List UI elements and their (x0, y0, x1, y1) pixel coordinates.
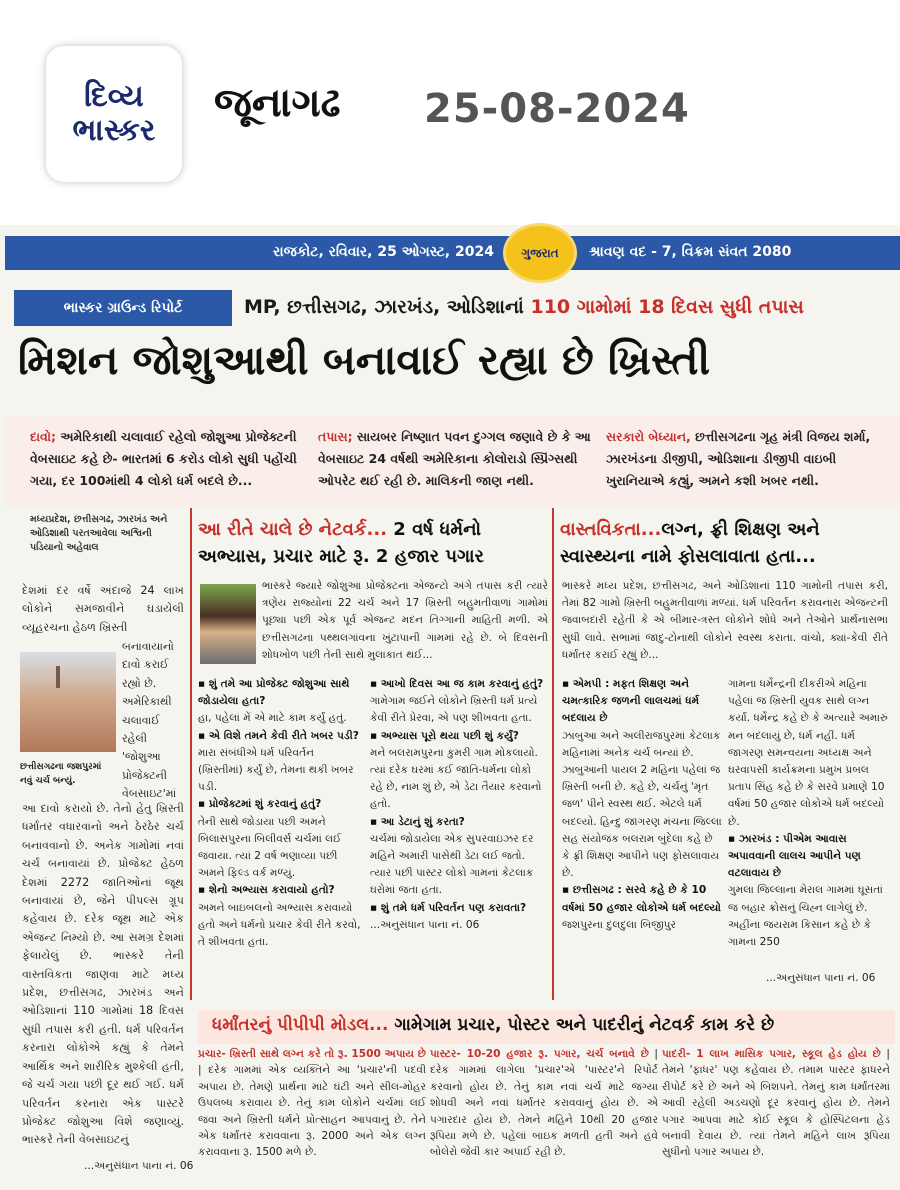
ppp-heading-red: ધર્માંતરનું પીપીપી મોડલ... (212, 1015, 389, 1035)
qa-answer: મારા સંબંધીએ ધર્મ પરિવર્તન (ખ્રિસ્તીમાં) કર્યું છે, તેમના થકી ખબર પડી. (198, 746, 354, 794)
network-heading (198, 516, 548, 570)
network-intro: ભાસ્કરે જ્યારે જોશુઆ પ્રોજેક્ટના એજન્ટો અંગે તપાસ કરી ત્યારે ત્રણેય રાજ્યોનાં 22 ચર્ચ અને 17 ખ્રિસ્તી બહુમતીવાળાં ગામોમાં પૂછ્યા પછી એક પૂર્વ એજન્ટ મદન તિગ્ગાની માહિતી મળી. એ છત્તીસગઢના પથ્થલગાંવના ખુંટાપાની ગામમાં રહે છે. બે દિવસની શોધખોળ પછી તેની સાથે મુલાકાત થઈ... (262, 580, 548, 661)
qa-answer: ...અનુસંધાન પાના નં. 06 (370, 918, 480, 931)
qa-question: ▪ અભ્યાસ પૂરો થયા પછી શું કર્યું? (370, 729, 519, 742)
network-qa-right (370, 676, 546, 934)
ppp-col-padri (662, 1046, 890, 1161)
ground-report-tag: ભાસ્કર ગ્રાઉન્ડ રિપોર્ટ (14, 290, 232, 326)
summary-investigation (318, 426, 594, 492)
qa-item (198, 728, 362, 797)
ppp-col-pastor (430, 1046, 658, 1161)
ppp-col-lead: પ્રચાર- ખ્રિસ્તી સાથે લગ્ન કરે તો રૂ. 1500 અપાય છે (198, 1048, 426, 1060)
logo-line-1: દિવ્ય (84, 79, 144, 114)
left-intro-top: દેશમાં દર વર્ષે અંદાજે 24 લાખ લોકોને સમજાવીને ઘડાયેલી વ્યૂહરચના હેઠળ ખ્રિસ્તી (22, 584, 184, 634)
state-label: ગુજરાત (521, 245, 559, 260)
reality-text: ઝાબુઆ અને અલીરાજપુરમાં કેટલાક મહિનામાં અનેક ચર્ચ બન્યાં છે. ઝાબુઆની પાયલ 2 મહિના પહેલાં જ ખ્રિસ્તી બની છે. કહે છે, ચર્ચનું 'મૃત જળ' પીને સ્વસ્થ થઈ. એટલે ધર્મ બદલ્યો. હિન્દુ જાગરણ મંચના જિલ્લા સહ સંયોજક બલરામ બુંદેલા કહે છે કે ફ્રી શિક્ષણ આપીને પણ ફોસલાવાય છે. (562, 729, 722, 880)
qa-question: ▪ આખો દિવસ આ જ કામ કરવાનું હતું? (370, 678, 544, 690)
reporter-credit: મધ્યપ્રદેશ, છત્તીસગઢ, ઝારખંડ અને ઓડિશાથી પરતઆવેલા અશ્વિની પડિયાનો અહેવાલ (30, 514, 168, 553)
left-continued: ...અનુસંધાન પાના નં. 06 (84, 1160, 194, 1172)
kicker-part-2: 110 ગામોમાં 18 દિવસ સુધી તપાસ (530, 296, 804, 318)
qa-question: ▪ શું તમે આ પ્રોજેક્ટ જોશુઆ સાથે જોડાયેલા હતા? (198, 678, 350, 708)
qa-item (370, 814, 546, 900)
qa-question: ▪ શેનો અભ્યાસ કરાવાયો હતો? (198, 884, 335, 897)
qa-item (198, 796, 362, 882)
ppp-model-heading (212, 1015, 774, 1035)
reality-subhead: ▪ ઝારખંડ : પીએમ આવાસ અપાવવાની લાલચ આપીને પણ વટલાવાય છે (728, 832, 861, 880)
reality-intro: ભાસ્કરે મધ્ય પ્રદેશ, છત્તીસગઢ, અને ઓડિશાનાં 110 ગામોની તપાસ કરી, તેમાં 82 ગામો ખ્રિસ્તી બહુમતીવાળાં મળ્યાં. ધર્મ પરિવર્તન કરાવનારા એજન્ટની જવાબદારી રહેતી કે એ બીમાર-ત્રસ્ત લોકોને શોધે અને તેઓને પ્રાર્થનાસભા સુધી લાવે. સભામાં જાદુ-ટોનાથી લોકોને સ્વસ્થ કરાતા. વાંચો, ક્યાં-કેવી રીતે ધર્માંતર કરાઈ રહ્યું છે... (562, 580, 888, 661)
reality-col-1 (562, 676, 722, 934)
reality-subhead: ▪ એમપી : મફત શિક્ષણ અને ચમત્કારિક જળની લાલચમાં ધર્મ બદલાય છે (562, 678, 700, 725)
ppp-col-lead: પાદરી- 1 લાખ માસિક પગાર, સ્કૂલ હેડ હોય છે (662, 1048, 881, 1060)
reality-item (728, 831, 890, 951)
network-heading-red: આ રીતે ચાલે છે નેટવર્ક... (198, 519, 388, 540)
main-headline: મિશન જોશુઆથી બનાવાઈ રહ્યા છે ખ્રિસ્તી (18, 336, 711, 384)
qa-question: ▪ આ ડેટાનું શું કરતા? (370, 815, 465, 828)
reality-heading (560, 516, 895, 570)
reality-text: જશપુરના દુલદુલા બિજીપુર (562, 918, 677, 931)
divya-bhaskar-logo (46, 46, 182, 182)
qa-item (198, 676, 362, 728)
left-main-text: આ દાવો કરાયો છે. તેનો હેતુ ખ્રિસ્તી ધર્માંતર વધારવાનો અને ઠેરઠેર ચર્ચ બનાવવાનો છે. અનેક ગામોમાં નવાં ચર્ચ બનાવાયાં છે. પ્રોજેક્ટ હેઠળ દેશમાં 2272 જાતિઓનાં જૂથ બનાવાયાં છે, જેને પીપલ્સ ગ્રૂપ કહેવાય છે. દરેક જૂથ માટે એક એજન્ટ નિમ્યો છે. આ સમગ્ર દેશમાં ફેલાયેલું છે. ભાસ્કરે તેની વાસ્તવિકતા જાણવા માટે મધ્ય પ્રદેશ, છત્તીસગઢ, ઝારખંડ અને ઓડિશાનાં 110 ગામોમાં 18 દિવસ સુધી તપાસ કરી હતી. ધર્મ પરિવર્તન કરનારા લોકોએ કહ્યું કે તેમને આર્થિક અને શારીરિક મુશ્કેલી હતી, જે ચર્ચ ગયા પછી દૂર થઈ ગઈ. ધર્મ પરિવર્તન કરનારા એક પાસ્ટરે પ્રોજેક્ટ જોશુઆ વિશે જણાવ્યું. ભાસ્કરે તેની વેબસાઇટનું (22, 802, 184, 1147)
ppp-col-text: | દરેક ગામમાં લાગેલા 'પ્રચાર'એ 'પાસ્ટર'ને રિપોર્ટ કરવાનો હોય છે. તેનું કામ નવાં ચર્ચ માટે જગ્યા શોધવી અને નવાં ધર્માંતર કરાવવાનું હોય છે. એ પગારદાર હોય છે. તેમને મહિને 10થી 20 હજાર રૂપિયા મળે છે. પહેલાં બાઇક મળતી હતી અને હવે બોલેરો જેવી કાર અપાઈ રહી છે. (430, 1048, 659, 1159)
qa-question: ▪ શું તમે ધર્મ પરિવર્તન પણ કરાવતા? (370, 901, 527, 914)
reality-heading-red: વાસ્તવિકતા... (560, 519, 662, 540)
ppp-col-text: | દરેક ગામમાં એક વ્યક્તિને આ 'પ્રચાર'ની પદવી અપાય છે. તેમણે પ્રાર્થના માટે ઘંટી અને સીલ-મોહર ઉપલબ્ધ કરાવાય છે. તેનું કામ લોકોને ચર્ચમાં લઈ જવા અને ખ્રિસ્તી ધર્મને પ્રોત્સાહન આપવાનું છે. તેને એક ધર્માંતર કરાવવાના રૂ. 2000 અને એક લગ્ન કરાવવાના રૂ. 1500 મળે છે. (198, 1064, 426, 1159)
summary-claim (30, 426, 306, 492)
qa-question: ▪ એ વિશે તમને કેવી રીતે ખબર પડી? (198, 729, 359, 742)
qa-question: ▪ પ્રોજેક્ટમાં શું કરવાનું હતું? (198, 798, 322, 811)
qa-answer: અમને બાઇબલનો અભ્યાસ કરાવાયો હતો અને ધર્મનો પ્રચાર કેવી રીતે કરવો, તે શીખવતા હતા. (198, 901, 361, 949)
ppp-col-prachar (198, 1046, 426, 1161)
column-divider (190, 508, 192, 1000)
summary-claim-lead: દાવો; (30, 429, 61, 444)
logo-line-2: ભાસ્કર (72, 113, 156, 148)
reality-text: ગુમલા જિલ્લાના મેરાલ ગામમાં ઘૂસતાં જ બહાર ક્રોસનું ચિહ્ન લાગેલું છે. અહીંના જયરામ કિસાન કહે છે કે ગામના 250 (728, 884, 883, 949)
summary-investigation-lead: તપાસ; (318, 429, 357, 444)
qa-item (370, 900, 546, 934)
church-photo (20, 652, 116, 752)
qa-answer: ચર્ચમાં જોડાયેલા એક સુપરવાઇઝર દર મહિને અમારી પાસેથી ડેટા લઈ જતો. ત્યાર પછી પાસ્ટર લોકો ગામનાં કેટલાક ઘરોમાં જતા હતા. (370, 832, 534, 897)
summary-governments-text: છત્તીસગઢના ગૃહ મંત્રી વિજય શર્મા, ઝારખંડના ડીજીપી, ઓડિશાના ડીજીપી વાઇબી ખુરાનિયાએ કહ્યું, અમને કશી ખબર નથી. (606, 429, 871, 488)
kicker-part-1: MP, છત્તીસગઢ, ઝારખંડ, ઓડિશાનાં (244, 296, 531, 318)
edition-city: જૂનાગઢ (214, 80, 341, 126)
dateline-left: રાજકોટ, રવિવાર, 25 ઓગસ્ટ, 2024 (273, 244, 494, 260)
agent-portrait-photo (200, 584, 256, 664)
reality-text: ગામના ધર્મેન્દ્રની દીકરીએ મહિના પહેલાં જ ખ્રિસ્તી યુવક સાથે લગ્ન કર્યાં. ધર્મેન્દ્ર કહે છે કે અત્યારે અમારું મન બદલાયું છે, ધર્મ નહીં. ધર્મ જાગરણ સમન્વયના અધ્યક્ષ અને ઘરવાપસી કાર્યક્રમના પ્રમુખ પ્રબલ પ્રતાપ સિંહ કહે છે કે સરવે પ્રમાણે 10 વર્ષમાં 50 હજાર લોકોએ ધર્મ બદલ્યો છે. (728, 678, 888, 828)
reality-col-2 (728, 676, 890, 951)
qa-item (198, 882, 362, 951)
reality-heading-black: લગ્ન, ફ્રી શિક્ષણ અને સ્વાસ્થ્યના નામે ફોસલાવાતા હતા... (560, 519, 820, 567)
network-qa-left (198, 676, 362, 951)
reality-item (562, 676, 722, 882)
reality-item (728, 676, 890, 831)
summary-governments-lead: સરકારો બેધ્યાન, (606, 429, 696, 444)
ppp-col-lead: પાસ્ટર- 10-20 હજાર રૂ. પગાર, ચર્ચ બનાવે છે (430, 1048, 649, 1060)
state-sun-badge-icon (506, 226, 574, 280)
left-intro-side: બનાવાયાનો દાવો કરાઈ રહ્યો છે. અમેરિકાથી ચલાવાઈ રહેલી 'જોશુઆ પ્રોજેક્ટની વેબસાઇટ'માં (122, 640, 177, 801)
qa-item (370, 728, 546, 814)
qa-answer: મને બલરામપુરના કુમરી ગામ મોકલાયો. ત્યાં દરેક ઘરમાં કઈ જાતિ-ધર્મના લોકો રહે છે, નામ શું છે, એ ડેટા તૈયાર કરવાનો હતો. (370, 746, 542, 811)
qa-item (370, 676, 546, 728)
dateline-right: શ્રાવણ વદ - 7, વિક્રમ સંવત 2080 (589, 244, 792, 260)
ppp-heading-black: ગામેગામ પ્રચાર, પોસ્ટર અને પાદરીનું નેટવર્ક કામ કરે છે (388, 1015, 775, 1035)
church-photo-caption: છત્તીસગઢના જશપુરમાં નવું ચર્ચ બન્યું. (20, 762, 102, 786)
summary-investigation-text: સાયબર નિષ્ણાત પવન દુગ્ગલ જણાવે છે કે આ વેબસાઇટ 24 વર્ષથી અમેરિકાના કોલોરાડો સ્પ્રિંગ્સથી ઓપરેટ થઈ રહી છે. માલિકની જાણ નથી. (318, 429, 591, 488)
reality-continued: ...અનુસંધાન પાના નં. 06 (766, 972, 876, 984)
kicker-line (244, 296, 804, 318)
dateline-bar (5, 236, 900, 270)
network-heading-black: 2 વર્ષ ધર્મનો અભ્યાસ, પ્રચાર માટે રૂ. 2 હજાર પગાર (198, 519, 484, 567)
summary-claim-text: અમેરિકાથી ચલાવાઈ રહેલો જોશુઆ પ્રોજેક્ટની વેબસાઇટ કહે છે- ભારતમાં 6 કરોડ લોકો સુધી પહોંચી ગયા, દર 100માંથી 4 લોકો ધર્મ બદલે છે... (30, 429, 297, 488)
summary-governments (606, 426, 882, 492)
ppp-col-text: | તેમને 'ફાધર' પણ કહેવાય છે. તમામ પાસ્ટર ફાધરને રીપોર્ટ કરે છે અને એ બિશપને. તેમનું કામ ધર્માંતરમાં આવી રહેલી અડચણો દૂર કરવાનું હોય છે. તેમને પગાર આપવા માટે કોઈ સ્કૂલ કે હોસ્પિટલના હેડ બનાવી દેવાય છે. ત્યાં તેમને મહિને લાખ રૂપિયા સુધીનો પગાર અપાય છે. (662, 1048, 890, 1159)
column-divider (552, 508, 554, 1000)
qa-answer: ગામેગામ જઈને લોકોને ખ્રિસ્તી ધર્મ પ્રત્યે કેવી રીતે પ્રેરવા, એ પણ શીખવતા હતા. (370, 695, 538, 725)
qa-answer: હા, પહેલાં મેં એ માટે કામ કર્યું હતું. (198, 712, 347, 725)
reality-subhead: ▪ છત્તીસગઢ : સરવે કહે છે કે 10 વર્ષમાં 50 હજાર લોકોએ ધર્મ બદલ્યો (562, 884, 721, 914)
edition-date: 25-08-2024 (424, 86, 690, 132)
reality-item (562, 882, 722, 934)
qa-answer: તેની સાથે જોડાયા પછી અમને બિલાસપુરના બિલીવર્સ ચર્ચમાં લઈ જવાયા. ત્યાં 2 વર્ષ ભણાવ્યા પછી અમને ફિલ્ડ વર્ક મળ્યું. (198, 815, 342, 880)
